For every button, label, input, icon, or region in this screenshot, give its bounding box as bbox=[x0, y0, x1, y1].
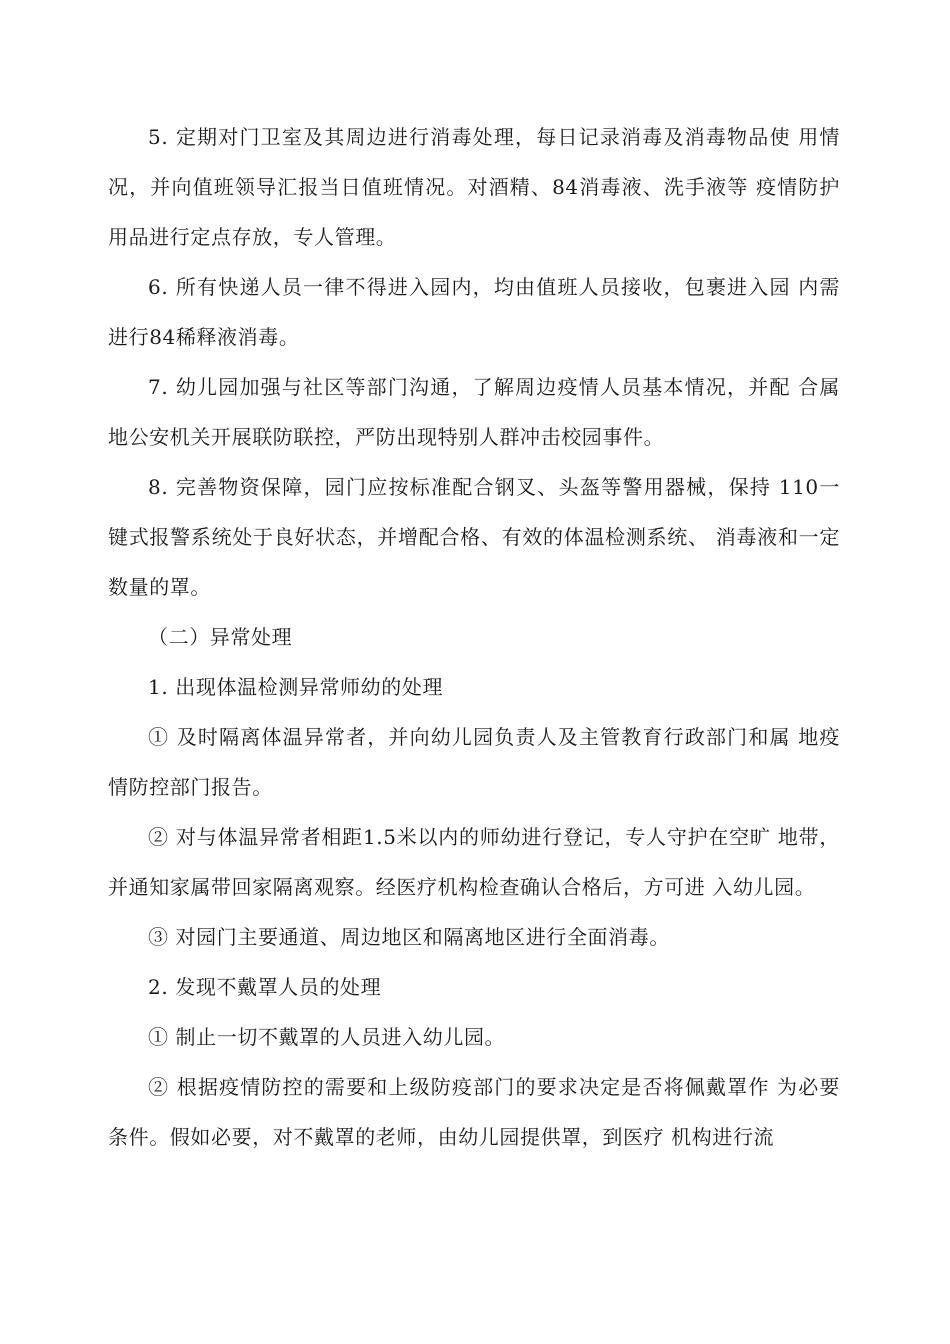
subheading-no-mask: 2. 发现不戴罩人员的处理 bbox=[148, 975, 382, 999]
list-item-register-contacts: ② 对与体温异常者相距1.5米以内的师幼进行登记，专人守护在空旷 地带，并通知家属带回家隔离观察。经医疗机构检查确认合格后，方可进 入幼儿园。 bbox=[108, 825, 840, 899]
paragraph-item-5-disinfection: 5. 定期对门卫室及其周边进行消毒处理，每日记录消毒及消毒物品使 用情况，并向值班领导汇报当日值班情况。对酒精、84消毒液、洗手液等 疫情防护用品进行定点存放，专人管理。 bbox=[108, 125, 840, 249]
paragraph-item-7-community: 7. 幼儿园加强与社区等部门沟通，了解周边疫情人员基本情况，并配 合属地公安机关开展联防联控，严防出现特别人群冲击校园事件。 bbox=[108, 375, 840, 449]
list-item-disinfect-area: ③ 对园门主要通道、周边地区和隔离地区进行全面消毒。 bbox=[148, 925, 670, 949]
paragraph-item-6-courier: 6. 所有快递人员一律不得进入园内，均由值班人员接收，包裹进入园 内需进行84稀释液消毒。 bbox=[108, 275, 840, 349]
list-item-stop-entry: ① 制止一切不戴罩的人员进入幼儿园。 bbox=[148, 1025, 506, 1049]
list-item-mask-requirement: ② 根据疫情防控的需要和上级防疫部门的要求决定是否将佩戴罩作 为必要条件。假如必要，对不戴罩的老师，由幼儿园提供罩，到医疗 机构进行流 bbox=[108, 1075, 840, 1149]
list-item-isolate: ① 及时隔离体温异常者，并向幼儿园负责人及主管教育行政部门和属 地疫情防控部门报告。 bbox=[108, 725, 840, 799]
paragraph-item-8-supplies: 8. 完善物资保障，园门应按标准配合钢叉、头盔等警用器械，保持 110一键式报警系统处于良好状态，并增配合格、有效的体温检测系统、 消毒液和一定数量的罩。 bbox=[108, 475, 840, 599]
subheading-temperature-abnormal: 1. 出现体温检测异常师幼的处理 bbox=[148, 675, 444, 699]
document-page bbox=[108, 112, 840, 1162]
section-heading-abnormal-handling: （二）异常处理 bbox=[148, 625, 293, 649]
